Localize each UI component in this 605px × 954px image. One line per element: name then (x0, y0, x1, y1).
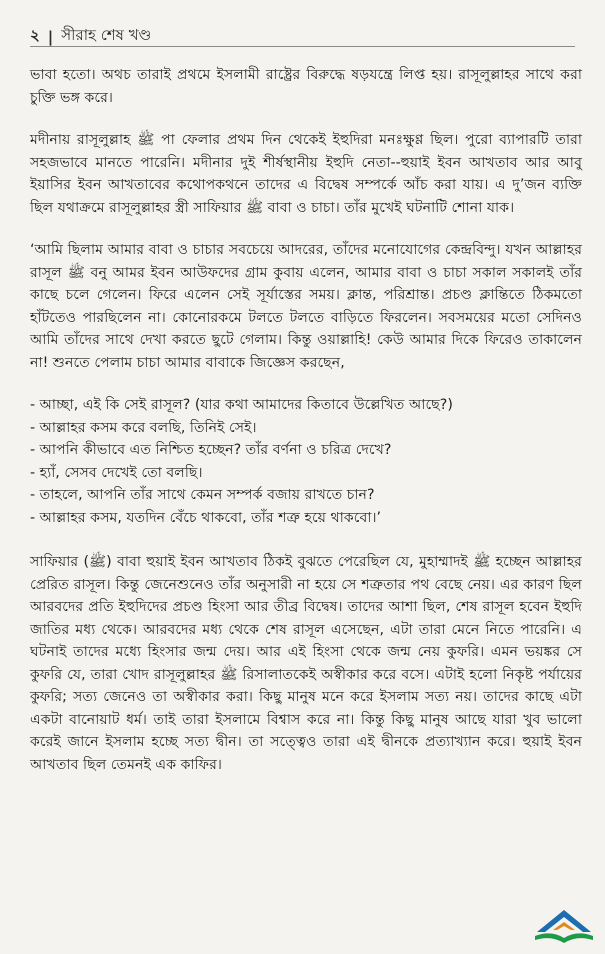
page-body (30, 64, 582, 796)
paragraph-2: মদীনায় রাসূলুল্লাহ ﷺ পা ফেলার প্রথম দিন থেকেই ইহুদিরা মনঃক্ষুণ্ণ ছিল। পুরো ব্যাপারটি তারা সহজভাবে মানতে পারেনি। মদীনার দুই শীর্ষস্থানীয় ইহুদি নেতা--হুয়াই ইবন আখতাব আর আবু ইয়াসির ইবন আখতাবের কথোপকথনে তাদের এ বিদ্বেষ সম্পর্কে আঁচ করা যায়। এ দু’জন ব্যক্তি ছিল যথাক্রমে রাসূলুল্লাহর স্ত্রী সাফিয়ার ﷺ বাবা ও চাচা। তাঁর মুখেই ঘটনাটি শোনা যাক। (30, 132, 582, 216)
dialogue-line: - হ্যাঁ, সেসব দেখেই তো বলছি। (30, 464, 203, 481)
paragraph-1: ভাবা হতো। অথচ তারাই প্রথমে ইসলামী রাষ্ট্রের বিরুদ্ধে ষড়যন্ত্রে লিপ্ত হয়। রাসূলুল্লাহর সাথে করা চুক্তি ভঙ্গ করে। (30, 67, 582, 106)
header-separator: | (47, 27, 54, 46)
dialogue-block (30, 394, 582, 529)
logo-inner-shape (553, 922, 575, 930)
publisher-logo-icon (531, 902, 597, 948)
page-number: ২ (30, 26, 40, 44)
dialogue-line: - আচ্ছা, এই কি সেই রাসূল? (যার কথা আমাদের কিতাবে উল্লেখিত আছে?) (30, 397, 453, 413)
header-rule (30, 46, 575, 47)
dialogue-line: - আল্লাহর কসম করে বলছি, তিনিই সেই। (30, 419, 257, 436)
dialogue-line: - তাহলে, আপনি তাঁর সাথে কেমন সম্পর্ক বজায় রাখতে চান? (30, 487, 375, 503)
logo-roof-shape (537, 910, 591, 932)
dialogue-line: - আল্লাহর কসম, যতদিন বেঁচে থাকবো, তাঁর শত্রু হয়ে থাকবো।’ (30, 509, 382, 526)
paragraph-3: ‘আমি ছিলাম আমার বাবা ও চাচার সবচেয়ে আদরের, তাঁদের মনোযোগের কেন্দ্রবিন্দু। যখন আল্লাহর রাসূল ﷺ বনু আমর ইবন আউফদের গ্রাম কুবায় এলেন, আমার বাবা ও চাচা সকাল সকালই তাঁর কাছে চলে গেলেন। ফিরে এলেন সেই সূর্যাস্তের সময়। ক্লান্ত, পরিশ্রান্ত। প্রচণ্ড ক্লান্তিতে ঠিকমতো হাঁটতেও পারছিলেন না। কোনোরকমে টলতে টলতে বাড়িতে ফিরলেন। সবসময়ের মতো সেদিনও আমি তাঁদের সাথে দেখা করতে ছুটে গেলাম। কিন্তু ওয়াল্লাহি! কেউ আমার দিকে ফিরেও তাকালেন না! শুনতে পেলাম চাচা আমার বাবাকে জিজ্ঞেস করছেন, (30, 242, 583, 371)
logo-book-shape (535, 933, 593, 943)
book-title: সীরাহ শেষ খণ্ড (61, 26, 152, 44)
dialogue-line: - আপনি কীভাবে এত নিশ্চিত হচ্ছেন? তাঁর বর্ণনা ও চরিত্র দেখে? (30, 442, 392, 458)
closing-paragraph: সাফিয়ার (ﷺ) বাবা হুয়াই ইবন আখতাব ঠিকই বুঝতে পেরেছিল যে, মুহাম্মাদই ﷺ হচ্ছেন আল্লাহর প্রেরিত রাসূল। কিন্তু জেনেশুনেও তাঁর অনুসারী না হয়ে সে শত্রুতার পথ বেছে নেয়। এর কারণ ছিল আরবদের প্রতি ইহুদিদের প্রচণ্ড হিংসা আর তীব্র বিদ্বেষ। তাদের আশা ছিল, শেষ রাসূল হবেন ইহুদি জাতির মধ্য থেকে। আরবদের মধ্য থেকে শেষ রাসূল এসেছেন, এটা তারা মেনে নিতে পারেনি। এ ঘটনাই তাদের মধ্যে হিংসার জন্ম দেয়। আর এই হিংসা থেকে জন্ম নেয় কুফরি। এমন ভয়ঙ্কর সে কুফরি যে, তারা খোদ রাসূলুল্লাহর ﷺ রিসালাতকেই অস্বীকার করে বসে। এটাই হলো নিকৃষ্ট পর্যায়ের কুফরি; সত্য জেনেও তা অস্বীকার করা। কিছু মানুষ মনে করে ইসলাম সত্য নয়। তাদের কাছে এটা একটা বানোয়াট ধর্ম। তাই তারা ইসলামে বিশ্বাস করে না। কিন্তু কিছু মানুষ আছে যারা খুব ভালো করেই জানে ইসলাম হচ্ছে সত্য দ্বীন। তা সত্ত্বেও তারা এই দ্বীনকে প্রত্যাখ্যান করে। হুয়াই ইবন আখতাব ছিল তেমনই এক কাফির। (30, 554, 582, 773)
